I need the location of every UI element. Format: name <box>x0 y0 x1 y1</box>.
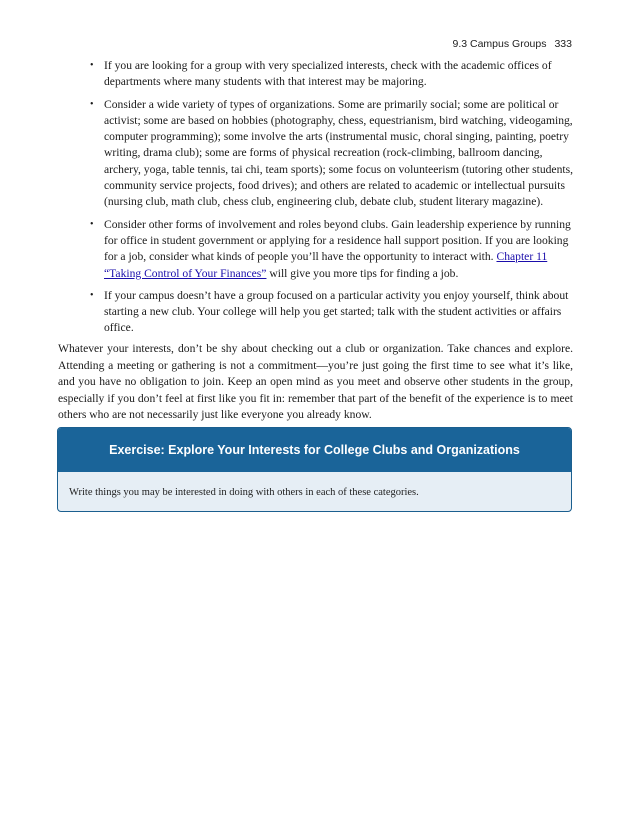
list-item <box>90 217 573 282</box>
exercise-instruction: Write things you may be interested in doing with others in each of these categories. <box>69 487 419 498</box>
list-item <box>90 97 573 211</box>
exercise-header <box>58 428 571 472</box>
list-item-text: If you are looking for a group with very specialized interests, check with the academic offices of departments where many students with that interest may be majoring. <box>104 59 552 89</box>
exercise-box <box>57 427 572 512</box>
list-item <box>90 288 573 337</box>
running-header <box>453 38 573 50</box>
list-item <box>90 58 573 91</box>
list-item-text: Consider a wide variety of types of organizations. Some are primarily social; some are political or activist; some are based on hobbies (photography, chess, equestrianism, bird watching, videogaming, computer programming); some involve the arts (instrumental music, choral singing, painting, poetry writing, drama club); some are forms of physical recreation (rock-climbing, ballroom dancing, archery, yoga, table tennis, tai chi, team sports); some focus on volunteerism (tutoring other students, community service projects, food drives); and others are related to academic or intellectual pursuits (nursing club, math club, chess club, engineering club, debate club, student literary magazine). <box>104 97 574 209</box>
section-title: 9.3 Campus Groups <box>452 38 547 50</box>
exercise-title: Exercise: Explore Your Interests for College Clubs and Organizations <box>109 443 520 457</box>
list-item-text: Consider other forms of involvement and roles beyond clubs. Gain leadership experience by running for office in student government or applying for a residence hall support position. If you are looking for a job, consider what kinds of people you’ll have the opportunity to interact with. <box>104 217 571 264</box>
page-number: 333 <box>554 38 572 50</box>
list-item-text: If your campus doesn’t have a group focused on a particular activity you enjoy yourself, think about starting a new club. Your college will help you get started; talk with the student activities or affairs office. <box>104 288 569 335</box>
body-paragraph: Whatever your interests, don’t be shy about checking out a club or organization. Take chances and explore. Attending a meeting or gathering is not a commitment—you’re just going the first time to see what it’s like, and you have no obligation to join. Keep an open mind as you meet and observe other students in the group, especially if you don’t feel at first like you fit in: remember that part of the benefit of the experience is to meet others who are not necessarily just like everyone you already know. <box>58 342 573 421</box>
chapter-11-link[interactable]: Chapter 11 “Taking Control of Your Finances” <box>104 250 548 280</box>
tips-list <box>90 58 573 343</box>
list-item-text: will give you more tips for finding a job. <box>266 266 459 280</box>
